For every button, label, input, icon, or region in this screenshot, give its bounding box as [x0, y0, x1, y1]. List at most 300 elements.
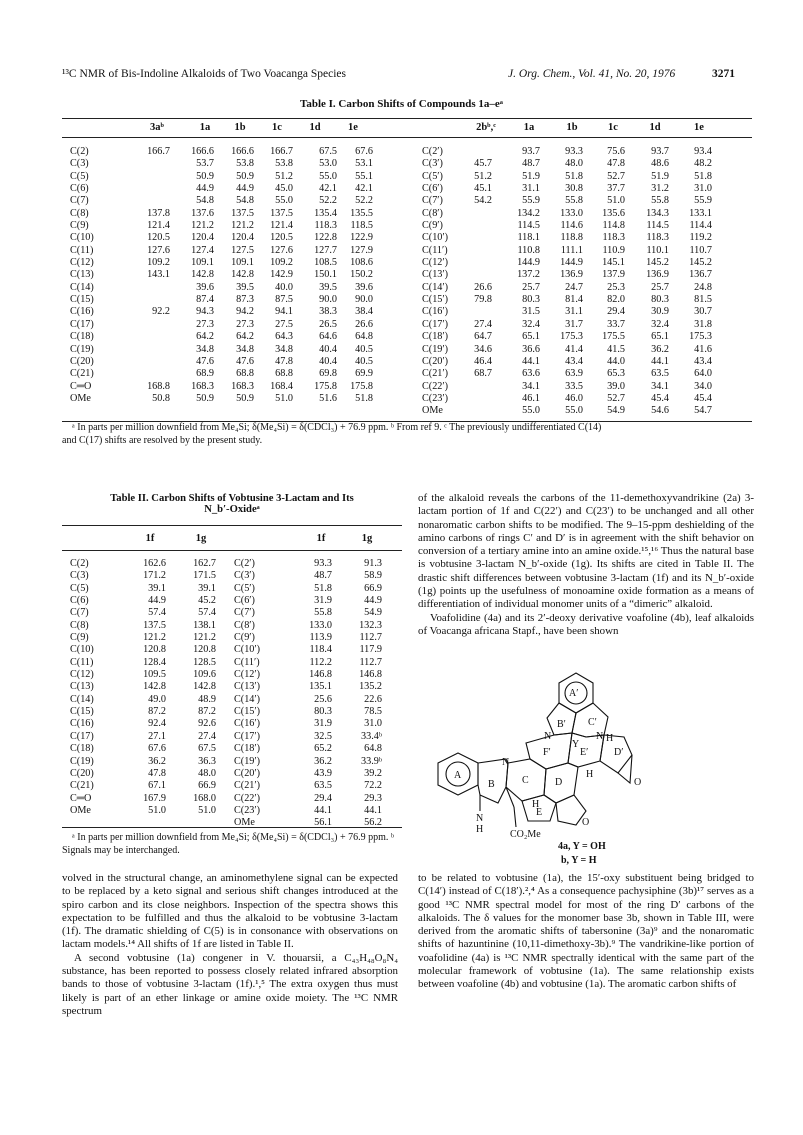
label-e-prime: E′ — [580, 747, 589, 758]
table2-col-1g-cell: 162.7 — [193, 558, 216, 569]
table1-col-1d-cell: 40.4 — [319, 355, 337, 367]
table2-col-1g-cell: 128.5 — [193, 656, 216, 668]
table1-col-1d-cell: 118.3 — [314, 220, 337, 232]
table1-col-1b-cell: 137.5 — [231, 207, 254, 219]
table2-col-1g-cell: 51.0 — [198, 804, 216, 816]
table1-col-1c-cell: 166.7 — [270, 146, 293, 157]
table1-col-r1b-cell: 114.6 — [560, 220, 583, 232]
table1-col-r1d-cell: 114.5 — [646, 220, 669, 232]
table1-col-header: 1b — [234, 122, 246, 133]
table2-col-1g-cell: 168.0 — [193, 792, 216, 804]
table1-col-1b-cell: 50.9 — [236, 392, 254, 404]
table1-col-1c-cell: 137.5 — [270, 207, 293, 219]
label-b-prime: B′ — [557, 719, 566, 730]
table1-col-1b-cell: 47.6 — [236, 355, 254, 367]
table1-footnote — [62, 422, 762, 447]
table2-row-label-right-cell: C(9′) — [234, 632, 255, 644]
table1-row-label-right-cell: C(6′) — [422, 183, 443, 195]
table2-col-r1f-cell: 36.2 — [314, 755, 332, 767]
table1-footnote-line2: and C(17) shifts are resolved by the present study. — [62, 434, 263, 446]
table1-col-r1e-cell: 30.7 — [694, 306, 712, 318]
table1-col-r1d-cell: 25.7 — [651, 281, 669, 293]
table1-col-1c-cell: 68.8 — [275, 368, 293, 380]
table1-row-label-left-cell: C(2) — [70, 146, 89, 157]
table1-col-1a-cell: 166.6 — [191, 146, 214, 157]
table1-row-label-right-cell: C(9′) — [422, 220, 443, 232]
table2-row-label-right-cell: C(20′) — [234, 767, 260, 779]
table2-row-label-left-cell: C(9) — [70, 632, 89, 644]
table2-row-label-left-cell: C(6) — [70, 595, 89, 607]
table2-col-1f-cell: 128.4 — [143, 656, 166, 668]
table2-col-1g-cell: 142.8 — [193, 681, 216, 693]
table2-col-r1g-cell: 64.8 — [364, 743, 382, 755]
table2-col-1g-cell: 66.9 — [198, 780, 216, 792]
table1-row-label-right-cell: C(22′) — [422, 380, 448, 392]
table1-row-label-left-cell: OMe — [70, 392, 91, 404]
table2-row-label-left-cell: C(2) — [70, 558, 89, 569]
table2-col-1f-cell: 92.4 — [148, 718, 166, 730]
table2-col-1f-cell: 49.0 — [148, 693, 166, 705]
table1-col-1a-cell: 39.6 — [196, 281, 214, 293]
table2-col-r1g-cell: 78.5 — [364, 706, 382, 718]
table2-header-rule — [62, 550, 402, 551]
table2-row-label-right-cell: C(21′) — [234, 780, 260, 792]
table2-col-r1f-cell: 80.3 — [314, 706, 332, 718]
table1-col-r1d-cell: 110.1 — [646, 244, 669, 256]
table2-col-1g-cell: 57.4 — [198, 607, 216, 619]
table1-row-label-left-cell: C═O — [70, 380, 92, 392]
table1-col-1e-cell: 51.8 — [355, 392, 373, 404]
table1-header-rule — [62, 137, 752, 138]
table1-col-r1d-cell: 51.9 — [651, 170, 669, 182]
table1-col-r1a-cell: 44.1 — [522, 355, 540, 367]
table1-col-1c-cell: 47.8 — [275, 355, 293, 367]
table1-col-r1b-cell: 63.9 — [565, 368, 583, 380]
table1-row-label-right-cell: C(7′) — [422, 195, 443, 207]
table1-col-1b-cell: 94.2 — [236, 306, 254, 318]
table1-col-r1a-cell: 93.7 — [522, 146, 540, 157]
table2-col-r1g-cell: 66.9 — [364, 582, 382, 594]
table2-row-label-right-cell: C(23′) — [234, 804, 260, 816]
table1-col-1e-cell: 69.9 — [355, 368, 373, 380]
table1-col-1e-cell: 53.1 — [355, 158, 373, 170]
table1-col-1a-cell: 64.2 — [196, 331, 214, 343]
paragraph-left-1: volved in the structural change, an aminomethylene signal can be expected to be replaced by a keto signal and serious shift changes introduced at the spiro carbon and its close neighbors. Inspection of the spectra shows this expectation to be fulfilled and thus the alkaloid to be vobtusine 3-lactam (1f). The dramatic shielding of C(5) is in consonance with observations on lactam models.¹⁴ All shifts of 1f are listed in Table II. — [62, 872, 398, 951]
table1-col-1c-cell: 94.1 — [275, 306, 293, 318]
table1-col-2b-cell — [462, 220, 492, 232]
table2-row-label-right-cell: C(8′) — [234, 619, 255, 631]
table1-col-header: 3aᵇ — [150, 122, 164, 133]
table2-col-r1g-cell: 91.3 — [364, 558, 382, 569]
table2-col-r1g-cell: 39.2 — [364, 767, 382, 779]
table1-col-r1a-cell: 25.7 — [522, 281, 540, 293]
table1-col-1c-cell: 40.0 — [275, 281, 293, 293]
atom-n-indole: N — [476, 813, 484, 824]
table1-col-3a-cell: 50.8 — [152, 392, 170, 404]
atom-o-epoxide: O — [634, 777, 642, 788]
table2-bottom-rule — [62, 827, 402, 828]
table1-col-r1e-cell: 48.2 — [694, 158, 712, 170]
table1-col-2b-cell: 51.2 — [474, 170, 492, 182]
table1-col-1b-cell: 109.1 — [231, 257, 254, 269]
table1-col-r1a-cell: 55.9 — [522, 195, 540, 207]
table2-col-1f-cell: 47.8 — [148, 767, 166, 779]
table1-col-r1e-cell: 43.4 — [694, 355, 712, 367]
table2-row-label-left-cell: C(7) — [70, 607, 89, 619]
table2-col-1g-cell: 138.1 — [193, 619, 216, 631]
table2-col-1g-cell: 36.3 — [198, 755, 216, 767]
table2-row-label-right-cell: C(6′) — [234, 595, 255, 607]
table2-col-r1f-cell: 56.1 — [314, 817, 332, 829]
table2-col-1f-cell: 137.5 — [143, 619, 166, 631]
table1-row-label-right-cell: C(12′) — [422, 257, 448, 269]
table1-col-1d-cell: 39.5 — [319, 281, 337, 293]
table2-col-header: 1f — [316, 533, 326, 544]
table1-col-3a-cell — [136, 331, 170, 343]
table1-col-r1a-cell: 48.7 — [522, 158, 540, 170]
table1-col-header: 1d — [649, 122, 661, 133]
table2-col-1g-cell: 171.5 — [193, 570, 216, 582]
table2-col-r1f-cell: 43.9 — [314, 767, 332, 779]
table2-col-r1g-cell: 54.9 — [364, 607, 382, 619]
table1-row-label-left-cell: C(13) — [70, 269, 94, 281]
table1-col-r1a-cell: 80.3 — [522, 294, 540, 306]
table1-row-label-left-cell: C(7) — [70, 195, 89, 207]
table1-col-1e-cell: 42.1 — [355, 183, 373, 195]
table1-col-r1e — [678, 146, 712, 418]
voafolidine-structure-diagram — [418, 655, 754, 867]
table1-col-1b-cell: 39.5 — [236, 281, 254, 293]
table1-col-1c-cell: 53.8 — [275, 158, 293, 170]
atom-h-right: H — [606, 733, 614, 744]
table1-footnote-line1: ᵃ In parts per million downfield from Me₄Si; δ(Me₄Si) = δ(CDCl₃) + 76.9 ppm. ᵇ From ref 9. ᶜ The previously undifferentiated C(14) — [72, 422, 602, 433]
table1-col-r1d-cell: 32.4 — [651, 318, 669, 330]
table1-row-label-left-cell: C(20) — [70, 355, 94, 367]
table2-col-r1f-cell: 113.9 — [309, 632, 332, 644]
table1-col-r1b-cell: 136.9 — [560, 269, 583, 281]
table1-col-r1b-cell: 30.8 — [565, 183, 583, 195]
table2-col-r1g-cell: 117.9 — [359, 644, 382, 656]
table1-col-1b-cell: 54.8 — [236, 195, 254, 207]
table2-row-label-left — [70, 558, 130, 817]
table1-row-label-left-cell: C(16) — [70, 306, 94, 318]
table1-col-r1a-cell: 137.2 — [517, 269, 540, 281]
table1-col-1a-cell: 34.8 — [196, 343, 214, 355]
table1-col-r1e-cell: 34.0 — [694, 380, 712, 392]
compound-caption-4a: 4a, Y = OH — [558, 841, 606, 852]
table2-col-1g-cell: 92.6 — [198, 718, 216, 730]
label-a-prime: A′ — [569, 688, 579, 699]
table1-col-r1b-cell: 31.7 — [565, 318, 583, 330]
table2-row-label-left-cell: C(5) — [70, 582, 89, 594]
table1-col-r1c-cell: 54.9 — [607, 405, 625, 417]
table2-row-label-right-cell: C(14′) — [234, 693, 260, 705]
table1-col-r1a-cell: 134.2 — [517, 207, 540, 219]
table1-row-label-left-cell: C(3) — [70, 158, 89, 170]
table1-col-r1b-cell: 46.0 — [565, 392, 583, 404]
table1-col-1d-cell: 38.3 — [319, 306, 337, 318]
table1-col-r1b-cell: 175.3 — [560, 331, 583, 343]
table1-col-1d-cell: 52.2 — [319, 195, 337, 207]
table2-col-1f-cell: 44.9 — [148, 595, 166, 607]
table1-row-label-right-cell: C(2′) — [422, 146, 443, 157]
table2-col-r1g-cell: 33.9ᵇ — [361, 755, 382, 767]
table1-col-r1e-cell: 24.8 — [694, 281, 712, 293]
table1-col-r1d-cell: 36.2 — [651, 343, 669, 355]
table1-row-label-left-cell: C(12) — [70, 257, 94, 269]
table2-col-r1f-cell: 63.5 — [314, 780, 332, 792]
table1-col-r1c-cell: 44.0 — [607, 355, 625, 367]
running-title: ¹³C NMR of Bis-Indoline Alkaloids of Two Voacanga Species — [62, 68, 346, 80]
table1-col-1e-cell: 38.4 — [355, 306, 373, 318]
table1-col-1a-cell: 27.3 — [196, 318, 214, 330]
table1-col-1d-cell: 40.4 — [319, 343, 337, 355]
table1-col-2b-cell — [462, 381, 492, 393]
table2-col-r1g-cell: 146.8 — [359, 669, 382, 681]
table2-col-r1f — [296, 558, 332, 830]
paragraph-right-3: to be related to vobtusine (1a), the 15′-oxy substituent being bridged to C(14′) instead of C(18′).²,⁴ As a consequence pachysiphine (3b)¹⁷ serves as a good ¹³C NMR spectral model for most of the ring D′ carbons of the alkaloids. The δ values for the monomer base 3b, shown in Table III, were derived from the aromatic shifts of tabersonine (3a)⁹ and the nonaromatic shifts of hazuntinine (10,11-dimethoxy-3b).⁹ The vandrikine-like portion of voafolidine (4a) is ¹³C NMR spectrally identical with the same part of the molecular framework of vobtusine (1a). The same relationship exists between voafoline (4b) and vobtusine (1a). The aromatic carbon shifts of — [418, 872, 754, 991]
label-d: D — [555, 777, 563, 788]
table1-col-2b-cell: 68.7 — [474, 368, 492, 380]
table1-col-1e-cell: 67.6 — [355, 146, 373, 157]
table1-row-label-left — [70, 146, 130, 405]
table1-col-r1c-cell: 51.0 — [607, 195, 625, 207]
table1-row-label-right-cell: C(8′) — [422, 207, 443, 219]
table1-col-r1b-cell: 41.4 — [565, 343, 583, 355]
label-a: A — [454, 770, 462, 781]
table1-col-1d-cell: 26.5 — [319, 318, 337, 330]
table2-row-label-left-cell: C(14) — [70, 693, 94, 705]
table1-col-1a-cell: 168.3 — [191, 380, 214, 392]
table1-col-3a-cell: 166.7 — [147, 146, 170, 157]
table1-col-3a-cell: 109.2 — [147, 257, 170, 269]
table2-col-r1f-cell: 31.9 — [314, 595, 332, 607]
table1-col-r1b-cell: 33.5 — [565, 380, 583, 392]
table1-col-1d — [303, 146, 337, 405]
table1-col-r1b-cell: 24.7 — [565, 281, 583, 293]
table1-col-1b-cell: 120.4 — [231, 232, 254, 244]
table2-col-r1g-cell: 72.2 — [364, 780, 382, 792]
table1-col-r1e-cell: 31.0 — [694, 183, 712, 195]
table1-col-1a-cell: 53.7 — [196, 158, 214, 170]
table1-col-r1d-cell: 45.4 — [651, 392, 669, 404]
table1-col-r1b-cell: 93.3 — [565, 146, 583, 157]
table1-row-label-right-cell: OMe — [422, 405, 443, 417]
atom-n-top: N — [544, 731, 552, 742]
table1-col-2b-cell — [462, 208, 492, 220]
table1-col-1e-cell: 118.5 — [350, 220, 373, 232]
table2-col-r1g-cell: 56.2 — [364, 817, 382, 829]
table1-col-r1c-cell: 39.0 — [607, 380, 625, 392]
table2-row-label-left-cell: C(21) — [70, 780, 94, 792]
table1-col-1b-cell: 166.6 — [231, 146, 254, 157]
table1-col-1d-cell: 108.5 — [314, 257, 337, 269]
table1-row-label-right-cell: C(21′) — [422, 368, 448, 380]
table1-col-1e-cell: 122.9 — [350, 232, 373, 244]
table1-col-3a-cell — [136, 356, 170, 368]
table2-row-label-right-cell: C(16′) — [234, 718, 260, 730]
table1-col-r1c-cell: 110.9 — [602, 244, 625, 256]
table1-col-2b — [462, 146, 492, 418]
table1-col-2b-cell: 54.2 — [474, 195, 492, 207]
table2-col-1f-cell: 36.2 — [148, 755, 166, 767]
table1-col-1d-cell: 135.4 — [314, 207, 337, 219]
table2-row-label-left-cell: C(11) — [70, 656, 94, 668]
table2-col-1f-cell: 39.1 — [148, 582, 166, 594]
table2-col-r1f-cell: 55.8 — [314, 607, 332, 619]
table1-row-label-right-cell: C(11′) — [422, 244, 448, 256]
table2-col-1g-cell: 109.6 — [193, 669, 216, 681]
table1-col-1a-cell: 47.6 — [196, 355, 214, 367]
table1-col-1c-cell: 64.3 — [275, 331, 293, 343]
right-column-bottom-text — [418, 872, 754, 992]
table1-col-1b-cell: 168.3 — [231, 380, 254, 392]
table1-col-r1e-cell: 45.4 — [694, 392, 712, 404]
table1-col-1a-cell: 50.9 — [196, 392, 214, 404]
table1-col-r1d-cell: 34.1 — [651, 380, 669, 392]
table2-col-r1g-cell: 112.7 — [359, 632, 382, 644]
table1-col-1b-cell: 44.9 — [236, 183, 254, 195]
table1-col-1e-cell: 55.1 — [355, 170, 373, 182]
table1-col-1d-cell: 53.0 — [319, 158, 337, 170]
table2-col-1g-cell: 48.9 — [198, 693, 216, 705]
table2-row-label-left-cell: C(20) — [70, 767, 94, 779]
table2-col-r1g — [340, 558, 382, 830]
table2-col-1f-cell: 27.1 — [148, 730, 166, 742]
table1-col-header: 1b — [566, 122, 578, 133]
table1-col-1e-cell: 90.0 — [355, 294, 373, 306]
table2-row-label-left-cell: C(10) — [70, 644, 94, 656]
table1-col-1b-cell: 34.8 — [236, 343, 254, 355]
ester-label: CO₂Me — [510, 829, 541, 840]
table2-col-r1f-cell: 48.7 — [314, 570, 332, 582]
table1-col-2b-cell — [462, 393, 492, 405]
table1-col-2b-cell: 26.6 — [474, 281, 492, 293]
table1-col-1a-cell: 142.8 — [191, 269, 214, 281]
table1-col-1a-cell: 87.4 — [196, 294, 214, 306]
table1-col-2b-cell: 34.6 — [474, 343, 492, 355]
table1-col-1e-cell: 39.6 — [355, 281, 373, 293]
table1-col-3a-cell: 92.2 — [152, 306, 170, 318]
table1-row-label-right-cell: C(23′) — [422, 392, 448, 404]
table1-row-label-left-cell: C(6) — [70, 183, 89, 195]
table2-col-r1f-cell: 51.8 — [314, 582, 332, 594]
paragraph-right-1: of the alkaloid reveals the carbons of the 11-demethoxyvandrikine (2a) 3-lactam portion of 1f and C(22′) and C(23′) to be unchanged and all other nonaromatic carbon shifts to be modified. The 9–15-ppm deshielding of the amino carbons of rings C′ and D′ is in agreement with the shift behavior on conversion of a tertiary amine into an amine oxide.¹⁵,¹⁶ Thus the natural base is vobtusine 3-lactam N_b′-oxide (1g). Its shifts are cited in Table II. The drastic shift differences between vobtusine 3-lactam (1f) and its N_b′-oxide (1g) points up the usefulness of monoamine oxide formation as a means of differentiation of individual monomer units of a “dimeric” alkaloid. — [418, 492, 754, 611]
table1-col-1e-cell: 150.2 — [350, 269, 373, 281]
atom-h-indole: H — [476, 824, 484, 835]
atom-y: Y — [572, 739, 580, 750]
table1-col-1d-cell: 64.6 — [319, 331, 337, 343]
table1-col-1d-cell: 51.6 — [319, 392, 337, 404]
table1-col-1b-cell: 50.9 — [236, 170, 254, 182]
table2-col-r1f-cell: 29.4 — [314, 792, 332, 804]
atom-n-left: N — [502, 757, 510, 768]
table1-col-1d-cell: 42.1 — [319, 183, 337, 195]
table1-col-r1b-cell: 55.0 — [565, 405, 583, 417]
table1-col-1b-cell: 142.8 — [231, 269, 254, 281]
table1-col-1e-cell: 40.5 — [355, 355, 373, 367]
table1-col-1e-cell: 40.5 — [355, 343, 373, 355]
atom-h-mid: H — [586, 769, 594, 780]
table1-col-header: 1c — [608, 122, 618, 133]
table1-row-label-right-cell: C(17′) — [422, 318, 448, 330]
table1-col-1c-cell: 51.2 — [275, 170, 293, 182]
table1-col-r1b-cell: 31.1 — [565, 306, 583, 318]
table1-col-r1a-cell: 31.1 — [522, 183, 540, 195]
page-number: 3271 — [712, 68, 735, 80]
table2-col-r1g-cell: 22.6 — [364, 693, 382, 705]
table1-col-1e-cell: 64.8 — [355, 331, 373, 343]
table1-col-r1a-cell: 34.1 — [522, 380, 540, 392]
table2-col-1f-cell: 67.1 — [148, 780, 166, 792]
table1-col-1d-cell: 175.8 — [314, 380, 337, 392]
table1-col-3a — [136, 146, 170, 405]
table2-col-1f-cell: 109.5 — [143, 669, 166, 681]
table1-col-r1a-cell: 46.1 — [522, 392, 540, 404]
table1-col-1d-cell: 127.7 — [314, 244, 337, 256]
table2-col-1f-cell: 121.2 — [143, 632, 166, 644]
table2-col-r1g-cell: 31.0 — [364, 718, 382, 730]
right-column-top-text — [418, 492, 754, 638]
table1-row-label-left-cell: C(21) — [70, 368, 94, 380]
label-e: E — [536, 807, 543, 818]
table1-col-1b-cell: 68.8 — [236, 368, 254, 380]
table1-col-1d-cell: 55.0 — [319, 170, 337, 182]
table1-col-r1c-cell: 137.9 — [602, 269, 625, 281]
table1-col-1a-cell: 68.9 — [196, 368, 214, 380]
table1-col-3a-cell — [136, 183, 170, 195]
table2-col-1g-cell: 87.2 — [198, 706, 216, 718]
table1-col-r1d — [635, 146, 669, 418]
table1-col-r1d-cell: 145.2 — [646, 257, 669, 269]
table1-col-r1d-cell: 48.6 — [651, 158, 669, 170]
table1-col-r1d-cell: 55.8 — [651, 195, 669, 207]
table2-col-r1g-cell: 135.2 — [359, 681, 382, 693]
table1-col-r1c — [591, 146, 625, 418]
table2-top-rule — [62, 525, 402, 526]
table1-col-r1d-cell: 134.3 — [646, 207, 669, 219]
table2-col-header: 1g — [195, 533, 207, 544]
table1-row-label-left-cell: C(18) — [70, 331, 94, 343]
table2-col-1g — [180, 558, 216, 817]
table1-col-1b-cell: 53.8 — [236, 158, 254, 170]
table1-col-r1d-cell: 118.3 — [646, 232, 669, 244]
table1-row-label-right-cell: C(14′) — [422, 281, 448, 293]
table2-caption-line1: Table II. Carbon Shifts of Vobtusine 3-Lactam and Its — [110, 493, 354, 504]
table1-col-1c-cell: 27.5 — [275, 318, 293, 330]
table2-caption — [62, 493, 402, 515]
table1-col-r1a-cell: 144.9 — [517, 257, 540, 269]
table1-col-r1a-cell: 65.1 — [522, 331, 540, 343]
table1-col-r1b-cell: 144.9 — [560, 257, 583, 269]
table2-col-r1g-cell: 33.4ᵇ — [361, 730, 382, 742]
table2-col-r1f-cell: 118.4 — [309, 644, 332, 656]
table1-row-label-left-cell: C(11) — [70, 244, 94, 256]
table2-row-label-right-cell: C(2′) — [234, 558, 255, 569]
table1-col-r1e-cell: 114.4 — [689, 220, 712, 232]
table1-col-r1a — [506, 146, 540, 418]
table1-row-label-right-cell: C(15′) — [422, 294, 448, 306]
table1-col-2b-cell — [462, 257, 492, 269]
table1-col-1b — [220, 146, 254, 405]
table1-col-1b-cell: 121.2 — [231, 220, 254, 232]
table1-col-r1c-cell: 65.3 — [607, 368, 625, 380]
table1-row-label-left-cell: C(19) — [70, 343, 94, 355]
table2-col-r1f-cell: 32.5 — [314, 730, 332, 742]
table1-col-r1d-cell: 93.7 — [651, 146, 669, 157]
table1-row-label-left-cell: C(10) — [70, 232, 94, 244]
table2-col-1f-cell: 171.2 — [143, 570, 166, 582]
